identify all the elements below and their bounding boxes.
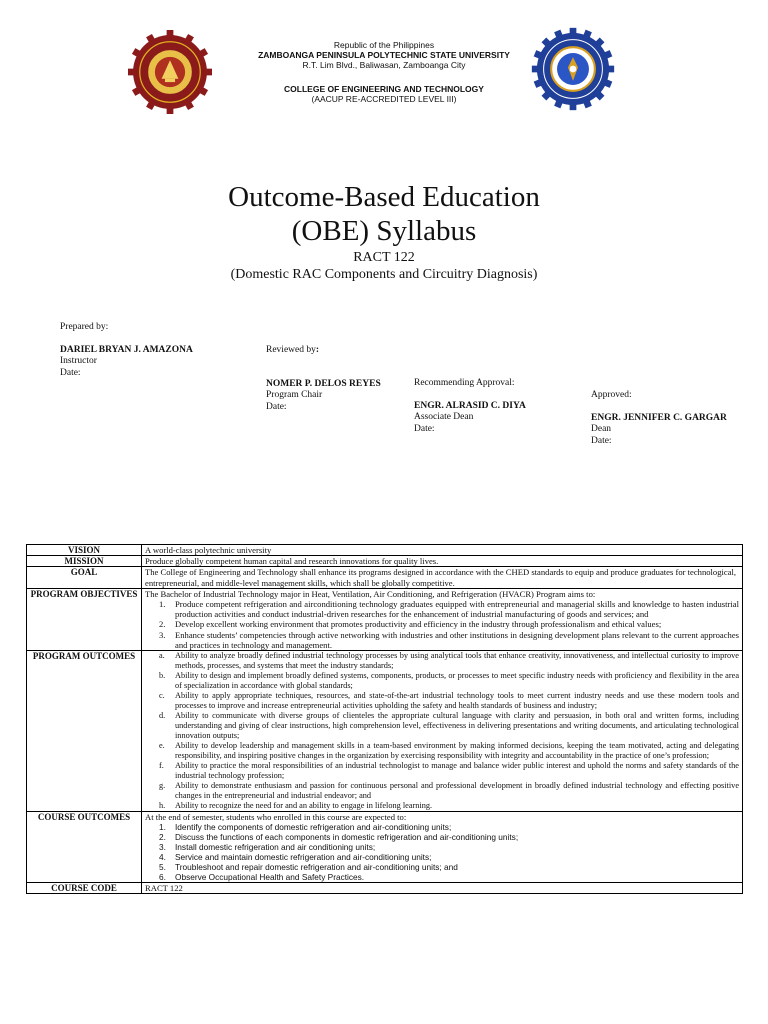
preparer-name: DARIEL BRYAN J. AMAZONA	[60, 344, 193, 355]
approver-name: ENGR. JENNIFER C. GARGAR	[591, 412, 727, 423]
university-seal-icon	[128, 30, 212, 114]
prepared-by-label: Prepared by:	[60, 322, 109, 332]
program-objectives-label: PROGRAM OBJECTIVES	[27, 588, 142, 650]
program-objectives-list	[145, 599, 739, 650]
goal-text: The College of Engineering and Technology shall enhance its programs designed in accordance with the CHED standards to equip and produce graduates for technological, entrepreneurial, and middle-level management skills, which shall be globally competitive.	[142, 567, 743, 588]
reviewer-name: NOMER P. DELOS REYES	[266, 378, 381, 389]
program-outcomes-row	[27, 651, 743, 812]
university-name: ZAMBOANGA PENINSULA POLYTECHNIC STATE UNIVERSITY	[258, 50, 510, 60]
prepared-by-block	[60, 322, 193, 379]
reviewer-role: Program Chair	[266, 390, 323, 400]
list-item: 2. Develop excellent working environment that promotes productivity and efficiency in the industry through professionalism and ethical values;	[159, 619, 662, 630]
mission-label: MISSION	[27, 556, 142, 567]
title-course-code: RACT 122	[353, 250, 415, 265]
program-outcomes-list	[145, 651, 739, 811]
list-item: a. Ability to analyze broadly defined industrial technology processes by using analytical tools that enhance creativity, innovativeness, and intellectual curiosity to improve methods, processes, and systems that meet the industry standards;	[159, 651, 739, 671]
republic-line: Republic of the Philippines	[333, 40, 435, 50]
preparer-role: Instructor	[60, 356, 97, 366]
course-code-text: RACT 122	[142, 883, 743, 894]
program-objectives-cell	[142, 588, 743, 650]
accreditation-line: (AACUP RE-ACCREDITED LEVEL III)	[311, 94, 457, 104]
list-item: 1. Identify the components of domestic refrigeration and air-conditioning units;	[159, 822, 452, 833]
course-outcomes-row	[27, 812, 743, 883]
approved-label: Approved:	[591, 390, 632, 400]
recommender-role: Associate Dean	[414, 412, 474, 422]
reviewed-by-block	[266, 345, 381, 413]
university-address: R.T. Lim Blvd., Baliwasan, Zamboanga City	[302, 60, 466, 70]
program-objectives-intro: The Bachelor of Industrial Technology major in Heat, Ventilation, Air Conditioning, and Refrigeration (HVACR) Program aims to:	[145, 588, 596, 599]
goal-row	[27, 567, 743, 588]
program-objectives-row	[27, 588, 743, 650]
list-item: b. Ability to design and implement broadly defined systems, components, products, or processes to meet specific industry needs with proficiency and flexibility in the area of specialization in accordance with global standards;	[159, 671, 739, 691]
approved-block	[591, 390, 727, 447]
header-text-block	[230, 40, 538, 104]
approver-role: Dean	[591, 424, 612, 434]
course-outcomes-list	[145, 822, 739, 882]
list-item: 6. Observe Occupational Health and Safety Practices.	[159, 872, 365, 883]
list-item: 2. Discuss the functions of each components in domestic refrigeration and air-conditioning units;	[159, 832, 519, 843]
document-header	[0, 0, 768, 120]
list-item: c. Ability to apply appropriate techniques, resources, and state-of-the-art industrial technology tools to meet current industry needs and use these modern tools and processes to improve and increase entrepreneurial activities upholding the safety and health standards of business and industry;	[159, 691, 739, 711]
course-code-row	[27, 883, 743, 894]
program-outcomes-label: PROGRAM OUTCOMES	[27, 651, 142, 812]
vision-row	[27, 545, 743, 556]
recommending-approval-label: Recommending Approval:	[414, 378, 515, 388]
course-outcomes-intro: At the end of semester, students who enrolled in this course are expected to:	[145, 812, 407, 823]
reviewer-date: Date:	[266, 401, 287, 412]
mission-row	[27, 556, 743, 567]
list-item: 3. Enhance students’ competencies through active networking with industries and other institutions in designing development plans relevant to the current approaches and practices in technology and management.	[159, 629, 739, 650]
recommending-approval-block	[414, 378, 526, 435]
list-item: 5. Troubleshoot and repair domestic refrigeration and air-conditioning units; and	[159, 862, 458, 873]
program-outcomes-cell	[142, 651, 743, 812]
list-item: 1. Produce competent refrigeration and airconditioning technology graduates equipped with entrepreneurial and managerial skills and knowledge to hasten industrial production activities and conduct industrial-driven researches for the enhancement of industrial manufacturing of goods and services; and	[159, 599, 739, 620]
list-item: g. Ability to demonstrate enthusiasm and passion for continuous personal and professional development in broadly defined industrial technology and effecting positive changes in the entrepreneurial and industrial endeavor; and	[159, 781, 739, 801]
title-course-name: (Domestic RAC Components and Circuitry Diagnosis)	[230, 267, 538, 282]
list-item: f. Ability to practice the moral responsibilities of an industrial technologist to manage and balance wider public interest and uphold the norms and safety standards of the industrial technology profession;	[159, 761, 739, 781]
list-item: d. Ability to communicate with diverse groups of clienteles the appropriate cultural language with clarity and persuasion, in both oral and written forms, including understanding and giving of clear instructions, high comprehension level, effectiveness in delivering presentations and writing documents, and articulating technological innovation outputs;	[159, 711, 739, 741]
reviewed-by-label: Reviewed by:	[266, 345, 320, 355]
vision-label: VISION	[27, 545, 142, 556]
approver-date: Date:	[591, 435, 612, 446]
course-outcomes-cell	[142, 812, 743, 883]
list-item: e. Ability to develop leadership and management skills in a team-based environment by making informed decisions, keeping the team motivated, acting and delegating responsibility, and inspiring positive changes in the organization by exercising responsibility with integrity and accountability in the practice of one’s profession;	[159, 741, 739, 761]
syllabus-table	[26, 544, 743, 894]
goal-label: GOAL	[27, 567, 142, 588]
list-item: 3. Install domestic refrigeration and air conditioning units;	[159, 842, 376, 853]
preparer-date: Date:	[60, 367, 81, 378]
college-seal-icon	[531, 27, 615, 111]
list-item: h. Ability to recognize the need for and an ability to engage in lifelong learning.	[159, 801, 433, 811]
list-item: 4. Service and maintain domestic refrigeration and air-conditioning units;	[159, 852, 432, 863]
vision-text: A world-class polytechnic university	[142, 545, 743, 556]
course-outcomes-label: COURSE OUTCOMES	[27, 812, 142, 883]
title-line-2: (OBE) Syllabus	[291, 215, 477, 247]
college-name: COLLEGE OF ENGINEERING AND TECHNOLOGY	[284, 84, 484, 94]
recommender-date: Date:	[414, 423, 435, 434]
title-line-1: Outcome-Based Education	[228, 181, 540, 213]
mission-text: Produce globally competent human capital and research innovations for quality lives.	[142, 556, 743, 567]
course-code-label: COURSE CODE	[27, 883, 142, 894]
syllabus-title	[0, 180, 768, 283]
recommender-name: ENGR. ALRASID C. DIYA	[414, 400, 526, 411]
